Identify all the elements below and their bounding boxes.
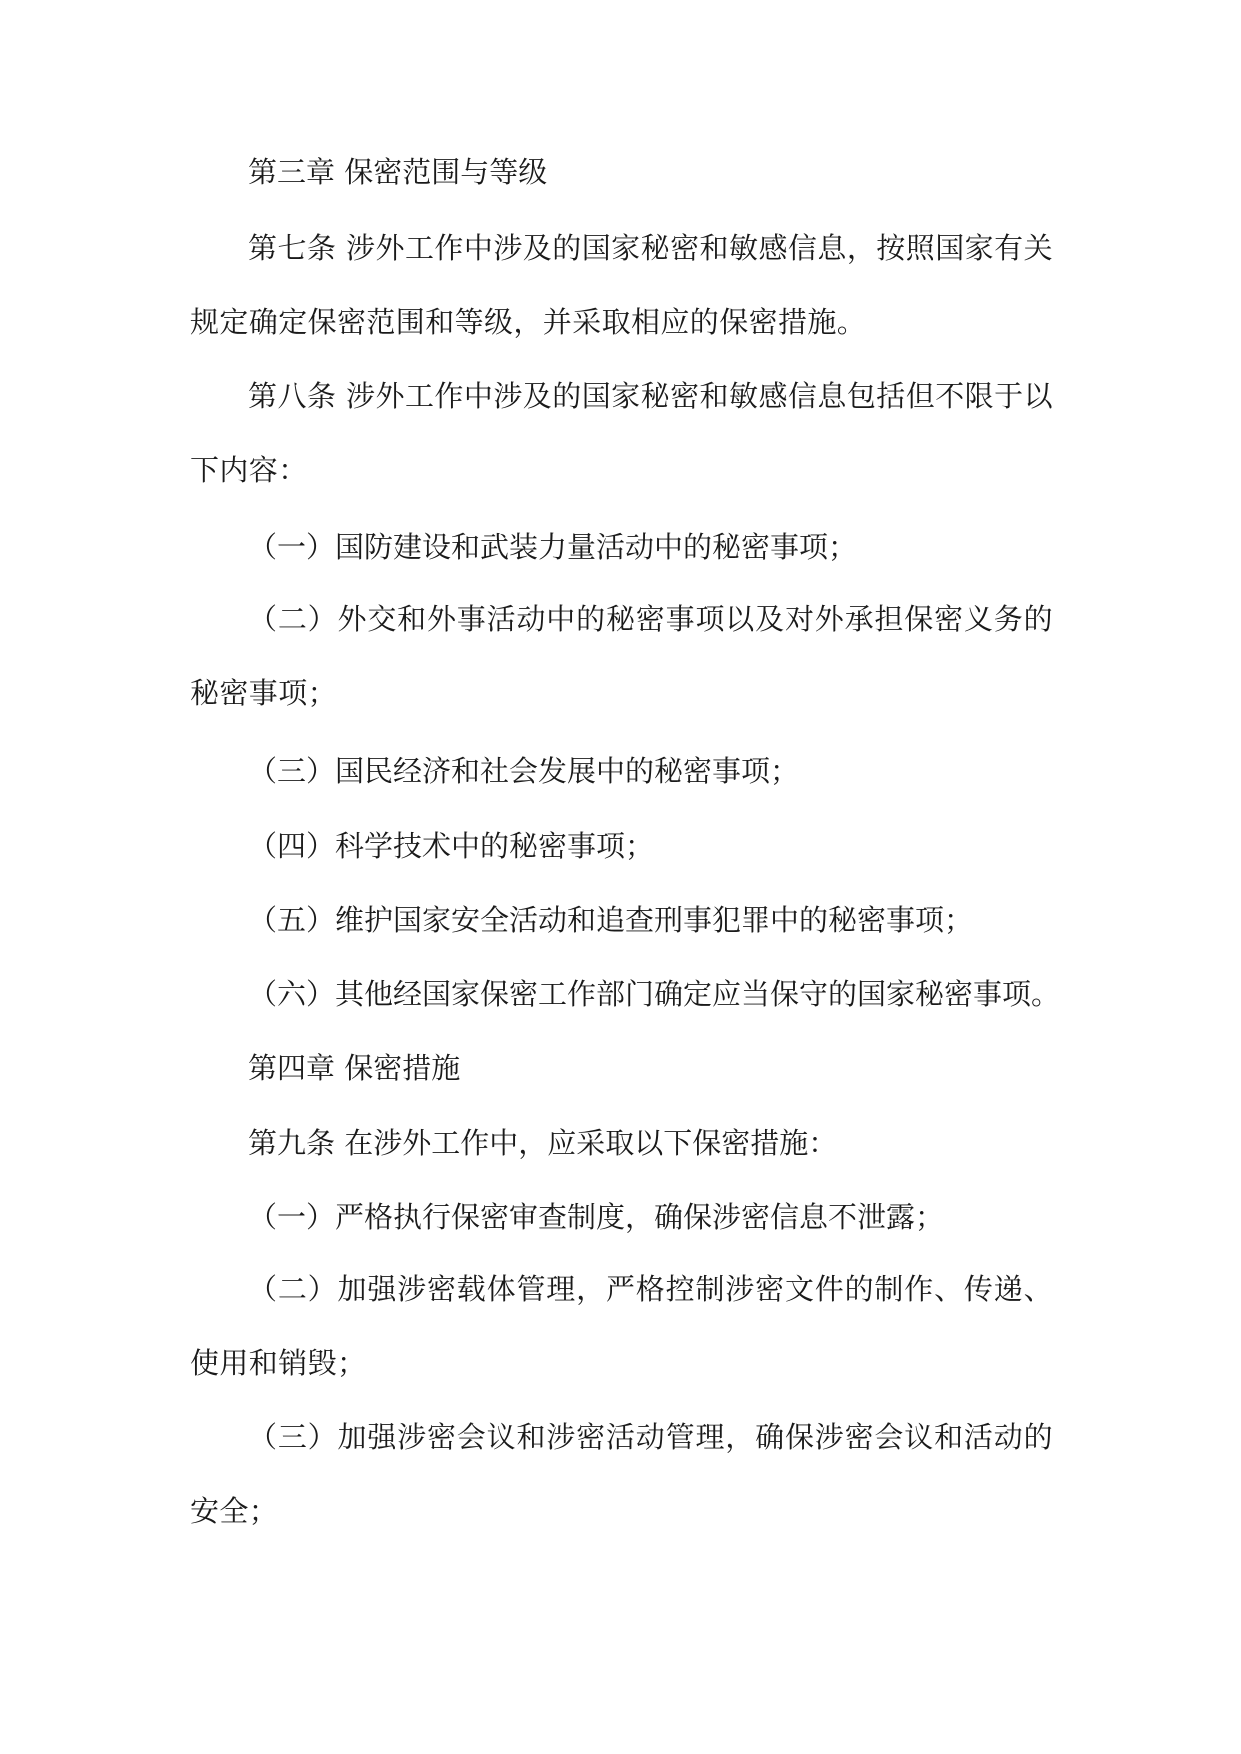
article-8-item-6: （六）其他经国家保密工作部门确定应当保守的国家秘密事项。	[248, 977, 1061, 1011]
article-8-item-5: （五）维护国家安全活动和追查刑事犯罪中的秘密事项；	[248, 903, 974, 937]
article-8: 第八条 涉外工作中涉及的国家秘密和敏感信息包括但不限于以下内容：	[190, 379, 1053, 487]
article-9: 第九条 在涉外工作中，应采取以下保密措施：	[248, 1126, 838, 1160]
article-8-item-3: （三）国民经济和社会发展中的秘密事项；	[248, 754, 800, 788]
article-8-item-4: （四）科学技术中的秘密事项；	[248, 829, 655, 863]
article-8-item-2: （二）外交和外事活动中的秘密事项以及对外承担保密义务的秘密事项；	[190, 602, 1053, 710]
article-9-item-3: （三）加强涉密会议和涉密活动管理，确保涉密会议和活动的安全；	[190, 1420, 1053, 1528]
chapter-3-heading: 第三章 保密范围与等级	[248, 155, 548, 189]
article-7: 第七条 涉外工作中涉及的国家秘密和敏感信息，按照国家有关规定确定保密范围和等级，并采取相应的保密措施。	[190, 231, 1053, 339]
chapter-4-heading: 第四章 保密措施	[248, 1051, 461, 1085]
article-9-item-2: （二）加强涉密载体管理，严格控制涉密文件的制作、传递、使用和销毁；	[190, 1272, 1053, 1380]
article-8-item-1: （一）国防建设和武装力量活动中的秘密事项；	[248, 530, 858, 564]
article-9-item-1: （一）严格执行保密审查制度，确保涉密信息不泄露；	[248, 1200, 945, 1234]
